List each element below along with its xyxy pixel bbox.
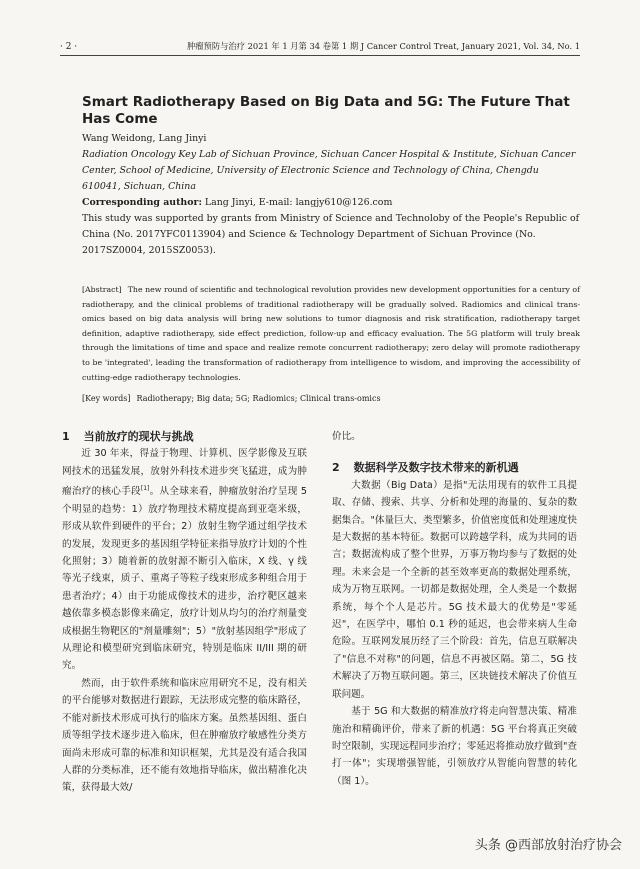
page-number: · 2 · (60, 42, 78, 52)
front-matter (82, 131, 580, 259)
section-number: 2 (332, 461, 340, 475)
keywords-text: Radiotherapy; Big data; 5G; Radiomics; Clinical trans-omics (136, 394, 381, 403)
paragraph: 基于 5G 和大数据的精准放疗将走向智慧决策、精准施治和精确评价，带来了新的机遇：5G 平台将真正突破时空限制，实现远程同步治疗；零延迟将推动放疗做到"查打一体"；实现增强智能，引领放疗从智能向智慧的转化（图 1）。 (332, 706, 577, 787)
corresponding-author-label: Corresponding author: (82, 197, 202, 208)
corresponding-author (82, 195, 580, 211)
journal-citation: 肿瘤预防与治疗 2021 年 1 月第 34 卷第 1 期 J Cancer Control Treat, January 2021, Vol. 34, No. 1 (186, 41, 580, 51)
section-heading-1 (62, 428, 307, 445)
section-number: 1 (62, 430, 70, 443)
citation-ref: [1] (140, 485, 150, 493)
funding-note: This study was supported by grants from Ministry of Science and Technoloby of the People's Republic of China (No. 2017YFC0113904) and Science & Technology Department of Sichuan Province (No. 2017SZ0004, 2015SZ0053). (82, 213, 580, 256)
keywords (82, 393, 580, 405)
watermark-text: 头条 @西部放射治疗协会 (474, 838, 622, 853)
paragraph-continuation: 价比。 (332, 431, 361, 442)
paragraph: 近 30 年来，得益于物理、计算机、医学影像及互联网技术的迅猛发展，放射外科技术进步突飞猛进，成为肿瘤治疗的核心手段[1]。从全球来看，肿瘤放射治疗呈现 5 个明显的趋势：1）放疗物理技术精度提高到亚毫米级，形成从软件到硬件的平台；2）放射生物学通过组学技术的发展，发现更多的基因组学特征来指导放疗计划的个性化照射；3）随着新的放射源不断引入临床，X 线、γ 线等光子线束，质子、重离子等粒子线束形成多种组合用于患者治疗；4）由于功能成像技术的进步，治疗靶区越来越依靠多模态影像来确定，放疗计划从均匀的治疗剂量变成根据生物靶区的"剂量雕刻"；5）"放射基因组学"形成了从理论和模型研究到临床研究，特别是临床 II/III 期的研究。 (62, 448, 307, 672)
section-title: 数据科学及数字技术带来的新机遇 (353, 461, 519, 475)
paragraph: 然而，由于软件系统和临床应用研究不足，没有相关的平台能够对数据进行跟踪，无法形成完整的临床路径，不能对新技术形成可执行的临床方案。虽然基因组、蛋白质等组学技术逐步进入临床，但在肿瘤放疗敏感性分类方面尚未形成可靠的标准和知识框架，尤其是没有适合我国人群的分类标准，还不能有效地指导临床，做出精准化决策，获得最大效/ (62, 677, 307, 794)
corresponding-author-text: Lang Jinyi, E-mail: langjy610@126.com (204, 197, 393, 208)
abstract-text: The new round of scientific and technological revolution provides new development opportunities for a century of radiotherapy, and the clinical problems of traditional radiotherapy will be gradually solved. Radiomics and clinical trans-omics based on big data analysis will bring new solutions to tumor diagnosis and risk stratification, radiotherapy target definition, adaptive radiotherapy, side effect prediction, follow-up and efficacy evaluation. The 5G platform will truly break through the limitations of time and space and realize remote concurrent radiotherapy; zero delay will promote radiotherapy to be 'integrated', leading the transformation of radiotherapy from intelligence to wisdom, and improving the accessibility of cutting-edge radiotherapy technologies. (82, 285, 580, 382)
abstract (82, 283, 580, 385)
watermark (475, 834, 622, 853)
authors: Wang Weidong, Lang Jinyi (82, 133, 207, 144)
article-title: Smart Radiotherapy Based on Big Data and 5G: The Future That Has Come (82, 94, 570, 127)
section-heading-2 (332, 459, 577, 476)
abstract-label: [Abstract] (82, 285, 122, 294)
paragraph: 大数据（Big Data）是指"无法用现有的软件工具提取、存储、搜索、共享、分析和处理的海量的、复杂的数据集合。"体量巨大、类型繁多，价值密度低和处理速度快是大数据的基本特征。数据可以跨越学科，成为共同的语言；数据流构成了整个世界，万事万物均参与了数据的处理。未来会是一个全新的甚至效率更高的数据处理系统，成为万物互联网。一切都是数据处理，全人类是一个数据系统，每个个人是芯片。5G 技术最大的优势是"零延迟"，在医学中，哪怕 0.1 秒的延迟，也会带来病人生命危险。互联网发展历经了三个阶段：首先，信息互联解决了"信息不对称"的问题，信息不再被区隔。第二，5G 技术解决了万物互联问题。第三，区块链技术解决了价值互联问题。 (332, 479, 577, 700)
section-title: 当前放疗的现状与挑战 (83, 430, 194, 443)
keywords-label: [Key words] (82, 394, 131, 403)
left-column (62, 428, 307, 797)
running-header (60, 40, 580, 56)
affiliation: Radiation Oncology Key Lab of Sichuan Province, Sichuan Cancer Hospital & Institute, Sichuan Cancer Center, School of Medicine, University of Electronic Science and Technology of China, Chengdu 610041, Sichuan, China (82, 149, 576, 192)
right-column (332, 428, 577, 790)
